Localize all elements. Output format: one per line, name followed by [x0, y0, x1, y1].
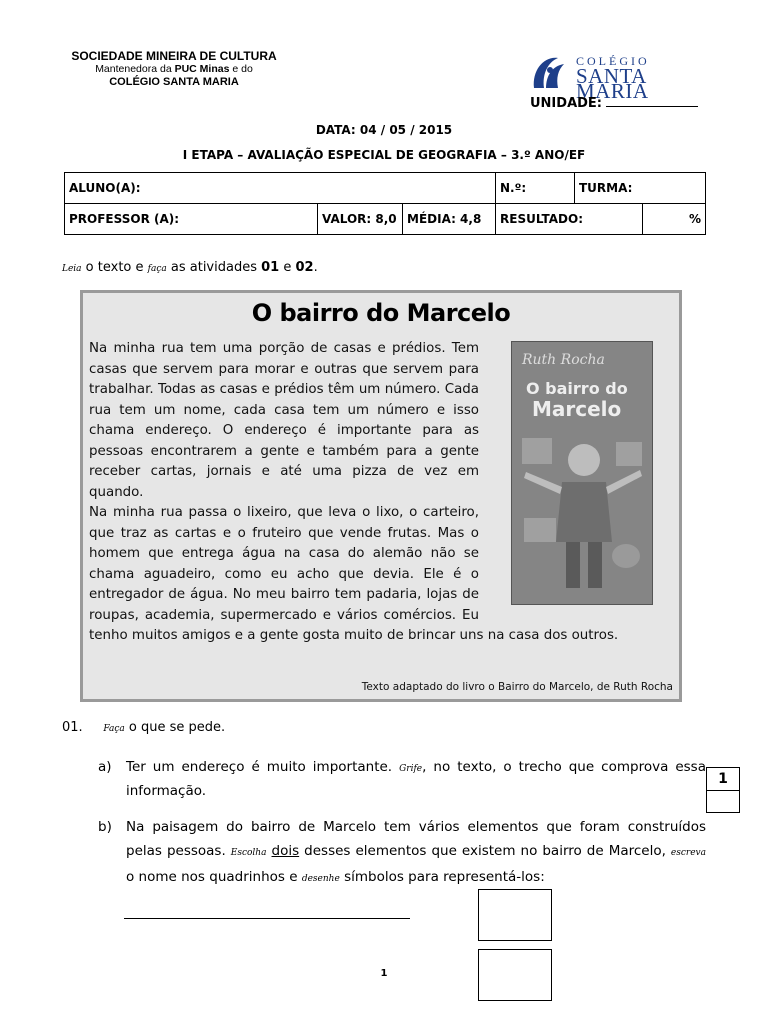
aluno-label: ALUNO(A): — [69, 181, 141, 195]
b-word-desenhe: desenhe — [301, 874, 340, 884]
b-word-dois: dois — [271, 843, 300, 859]
q01-word-faca: Faça — [103, 724, 125, 734]
question-01b — [98, 815, 706, 891]
drawing-box-1[interactable] — [478, 889, 552, 941]
instr-word-faca: faça — [147, 264, 167, 274]
unidade-label: UNIDADE: — [530, 96, 602, 111]
professor-label: PROFESSOR (A): — [69, 212, 180, 226]
book-cover-image — [489, 341, 673, 621]
cover-title-1: O bairro do — [526, 379, 628, 398]
exam-title: I ETAPA – AVALIAÇÃO ESPECIAL DE GEOGRAFIA – 3.º ANO/EF — [182, 148, 586, 162]
exam-date: DATA: 04 / 05 / 2015 — [315, 123, 453, 137]
org-name: SOCIEDADE MINEIRA DE CULTURA — [71, 49, 277, 63]
b-text-1: Na paisagem do bairro de Marcelo tem vários elementos que foram construídos pelas pessoas. — [126, 819, 706, 859]
book-cover — [511, 341, 653, 605]
valor-label: VALOR: 8,0 — [322, 212, 397, 226]
paragraph-1: Na minha rua tem uma porção de casas e prédios. Tem casas que servem para morar e outras que servem para trabalhar. Todas as casas e prédios têm um número. Cada rua tem um nome, cada casa tem um número e isso chama endereço. O endereço é importante para as pessoas encontrarem a gente e também para a gente receber cartas, jornais e até uma pizza de vez em quando. — [89, 341, 479, 500]
org-sub-suffix: e do — [229, 63, 253, 75]
numero-cell[interactable] — [496, 173, 575, 204]
question-01-header — [62, 720, 225, 735]
reading-credit: Texto adaptado do livro o Bairro do Marcelo, de Ruth Rocha — [361, 681, 673, 693]
answer-line-1[interactable] — [124, 918, 410, 919]
reading-text — [89, 339, 679, 647]
instr-word-leia: Leia — [62, 264, 82, 274]
reading-title: O bairro do Marcelo — [251, 299, 511, 327]
valor-cell — [318, 204, 403, 235]
b-text-2: desses elementos que existem no bairro de Marcelo, — [299, 843, 671, 859]
media-label: MÉDIA: 4,8 — [407, 212, 482, 226]
instruction-line — [62, 260, 318, 275]
instr-text-2: as atividades — [166, 260, 262, 275]
school-name: COLÉGIO SANTA MARIA — [109, 76, 239, 88]
unidade-field — [530, 96, 698, 111]
paragraph-2: Na minha rua passa o lixeiro, que leva o lixo, o carteiro, que traz as cartas e o fruteiro que vende frutas. Mas o homem que entrega água na casa do alemão não se chama aguadeiro, como eu acho que devia. Ele é o entregador de água. No meu bairro tem padaria, lojas de roupas, academia, supermercado e vários comércios. Eu tenho muitos amigos e a gente gosta muito de brincar uns na casa dos outros. — [89, 505, 619, 643]
media-cell — [403, 204, 496, 235]
logo-emblem-icon — [528, 52, 572, 92]
logo-big-text: SANTA MARIA — [576, 64, 649, 103]
score-box — [706, 767, 740, 813]
item-letter-a: a) — [98, 759, 112, 775]
cover-author: Ruth Rocha — [522, 352, 605, 368]
school-logo — [528, 52, 708, 103]
q01-text: o que se pede. — [124, 720, 226, 735]
b-text-3: o nome nos quadrinhos e — [126, 869, 302, 885]
instr-num-1: 01 — [261, 260, 280, 275]
instr-text-1: o texto e — [81, 260, 148, 275]
question-01a — [98, 756, 706, 802]
page-number: 1 — [380, 968, 388, 979]
b-word-escreva: escreva — [670, 848, 706, 858]
score-value: 1 — [707, 768, 739, 791]
numero-label: N.º: — [500, 181, 527, 195]
turma-cell[interactable] — [575, 173, 706, 204]
question-number: 01. — [62, 720, 83, 735]
b-word-escolha: Escolha — [230, 848, 267, 858]
item-a-text — [126, 756, 706, 802]
instr-num-2: 02 — [295, 260, 314, 275]
resultado-label: RESULTADO: — [500, 212, 583, 226]
student-info-table — [64, 172, 706, 235]
institution-block — [40, 50, 308, 89]
turma-label: TURMA: — [579, 181, 633, 195]
item-b-text — [126, 815, 706, 891]
logo-text — [576, 54, 708, 103]
percent-cell[interactable] — [643, 204, 706, 235]
a-word-grife: Grife — [399, 764, 423, 774]
a-text-2: , no texto, o trecho que comprova essa informação. — [126, 759, 706, 799]
logo-small-text: COLÉGIO — [576, 54, 650, 68]
instr-text-4: . — [313, 260, 318, 275]
org-sub-prefix: Mantenedora da — [95, 63, 175, 75]
cover-title-2: Marcelo — [532, 397, 622, 421]
aluno-cell[interactable] — [65, 173, 496, 204]
score-blank[interactable] — [707, 791, 739, 811]
book-cover-illustration — [512, 342, 652, 604]
b-text-4: símbolos para representá-los: — [339, 869, 545, 885]
unidade-blank[interactable] — [606, 96, 698, 107]
org-sub-bold: PUC Minas — [174, 63, 230, 75]
org-subtitle — [40, 63, 308, 76]
professor-cell[interactable] — [65, 204, 318, 235]
instr-text-3: e — [279, 260, 296, 275]
a-text-1: Ter um endereço é muito importante. — [126, 759, 400, 775]
reading-passage-box — [80, 290, 682, 702]
item-letter-b: b) — [98, 819, 112, 835]
resultado-cell[interactable] — [496, 204, 643, 235]
percent-label: % — [688, 212, 701, 226]
